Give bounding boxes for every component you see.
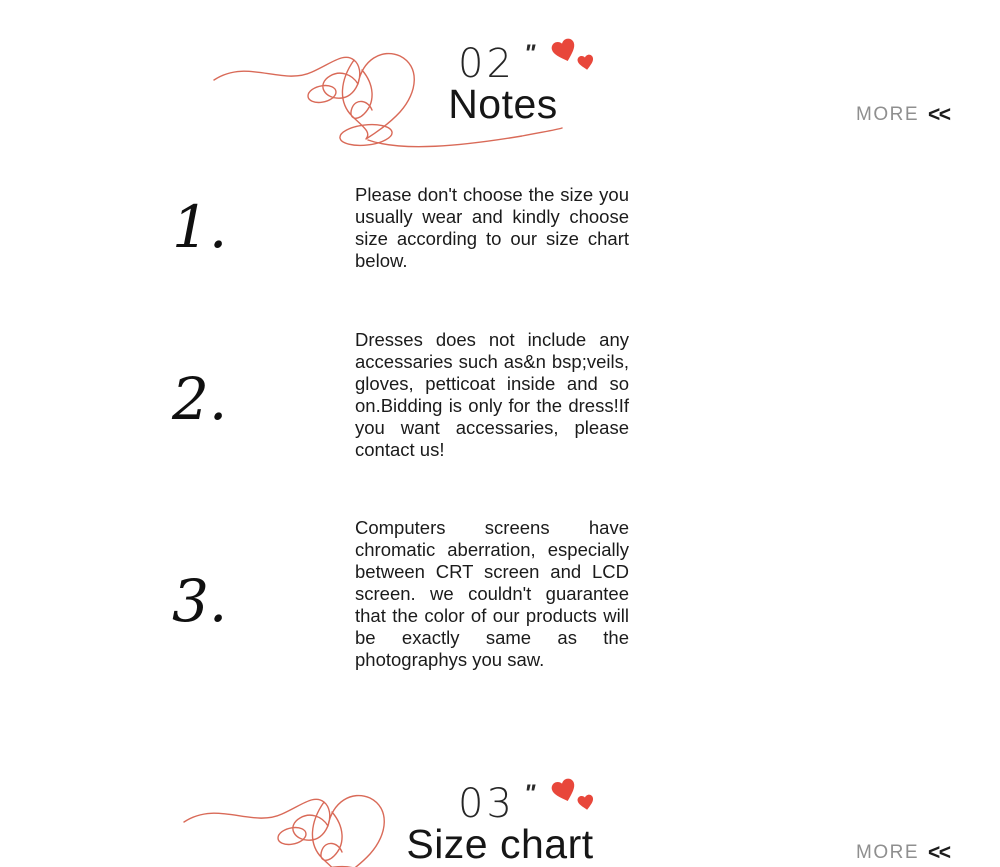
more-link[interactable] xyxy=(856,103,950,127)
section-number: 02 xyxy=(458,41,515,87)
quote-mark: " xyxy=(524,780,534,807)
note-number: 2. xyxy=(172,365,228,433)
note-number: 3. xyxy=(172,567,228,635)
section-number: 03 xyxy=(458,781,515,827)
more-link[interactable] xyxy=(856,841,950,865)
section-title-size-chart: Size chart xyxy=(406,821,594,867)
note-text: Dresses does not include any accessaries such as&n bsp;veils, gloves, petticoat inside and so on.Bidding is only for the dress!If you want accessaries, please contact us! xyxy=(355,329,629,460)
note-number: 1. xyxy=(172,193,228,261)
more-label: MORE xyxy=(856,104,919,125)
more-label: MORE xyxy=(856,842,919,863)
quote-mark: " xyxy=(524,40,534,67)
double-chevron-left-icon: << xyxy=(928,840,950,865)
note-text: Computers screens have chromatic aberration, especially between CRT screen and LCD screen. we couldn't guarantee that the color of our products will be exactly same as the photographys you saw. xyxy=(355,517,629,670)
double-chevron-left-icon: << xyxy=(928,102,950,127)
note-text: Please don't choose the size you usually wear and kindly choose size according to our size chart below. xyxy=(355,184,629,271)
section-title-notes: Notes xyxy=(448,81,558,127)
